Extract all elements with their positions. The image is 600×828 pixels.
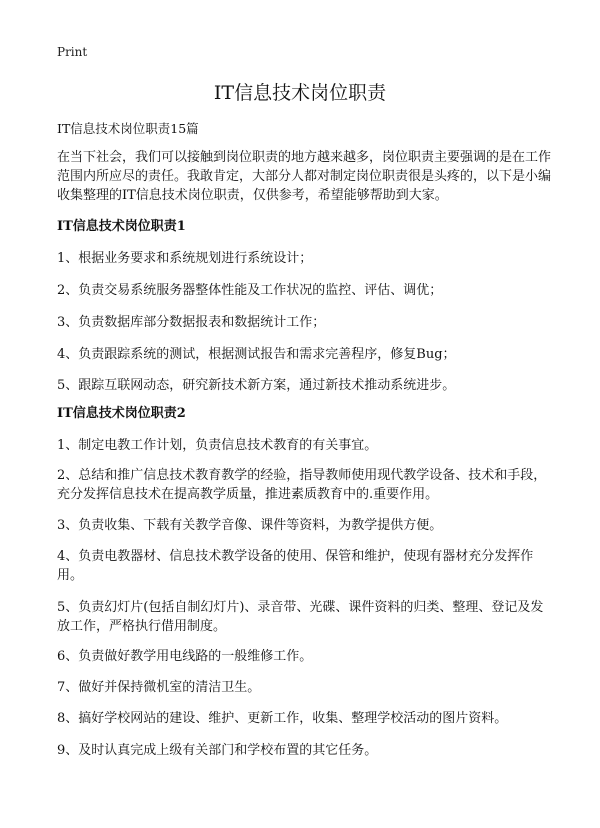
list-item: 6、负责做好教学用电线路的一般维修工作。 (57, 649, 313, 664)
list-item: 4、负责电教器材、信息技术教学设备的使用、保管和维护，使现有器材充分发挥作用。 (57, 549, 534, 583)
intro-paragraph: 在当下社会，我们可以接触到岗位职责的地方越来越多，岗位职责主要强调的是在工作范围内所应尽的责任。我敢肯定，大部分人都对制定岗位职责很是头疼的，以下是小编收集整理的IT信息技术岗位职责，仅供参考，希望能够帮助到大家。 (57, 150, 552, 203)
page-title: IT信息技术岗位职责 (213, 82, 387, 104)
section-heading-1: IT信息技术岗位职责1 (57, 219, 186, 234)
section-heading-2: IT信息技术岗位职责2 (57, 406, 186, 421)
print-link[interactable]: Print (57, 45, 88, 59)
list-item: 3、负责数据库部分数据报表和数据统计工作； (57, 315, 326, 330)
list-item: 5、负责幻灯片(包括自制幻灯片)、录音带、光碟、课件资料的归类、整理、登记及发放工作，严格执行借用制度。 (57, 600, 544, 634)
list-item: 8、搞好学校网站的建设、维护、更新工作，收集、整理学校活动的图片资料。 (57, 711, 508, 726)
list-item: 3、负责收集、下载有关教学音像、课件等资料，为教学提供方便。 (57, 518, 443, 533)
list-item: 2、总结和推广信息技术教育教学的经验，指导教师使用现代教学设备、技术和手段，充分发挥信息技术在提高教学质量，推进素质教育中的.重要作用。 (57, 468, 547, 502)
document-subtitle: IT信息技术岗位职责15篇 (57, 121, 199, 136)
list-item: 7、做好并保持微机室的清洁卫生。 (57, 680, 261, 695)
list-item: 1、制定电教工作计划，负责信息技术教育的有关事宜。 (57, 438, 378, 453)
list-item: 1、根据业务要求和系统规划进行系统设计； (57, 251, 313, 266)
list-item: 2、负责交易系统服务器整体性能及工作状况的监控、评估、调优； (57, 283, 443, 298)
list-item: 5、跟踪互联网动态，研究新技术新方案，通过新技术推动系统进步。 (57, 378, 456, 393)
list-item: 4、负责跟踪系统的测试，根据测试报告和需求完善程序，修复Bug； (57, 347, 456, 362)
list-item: 9、及时认真完成上级有关部门和学校布置的其它任务。 (57, 743, 378, 758)
